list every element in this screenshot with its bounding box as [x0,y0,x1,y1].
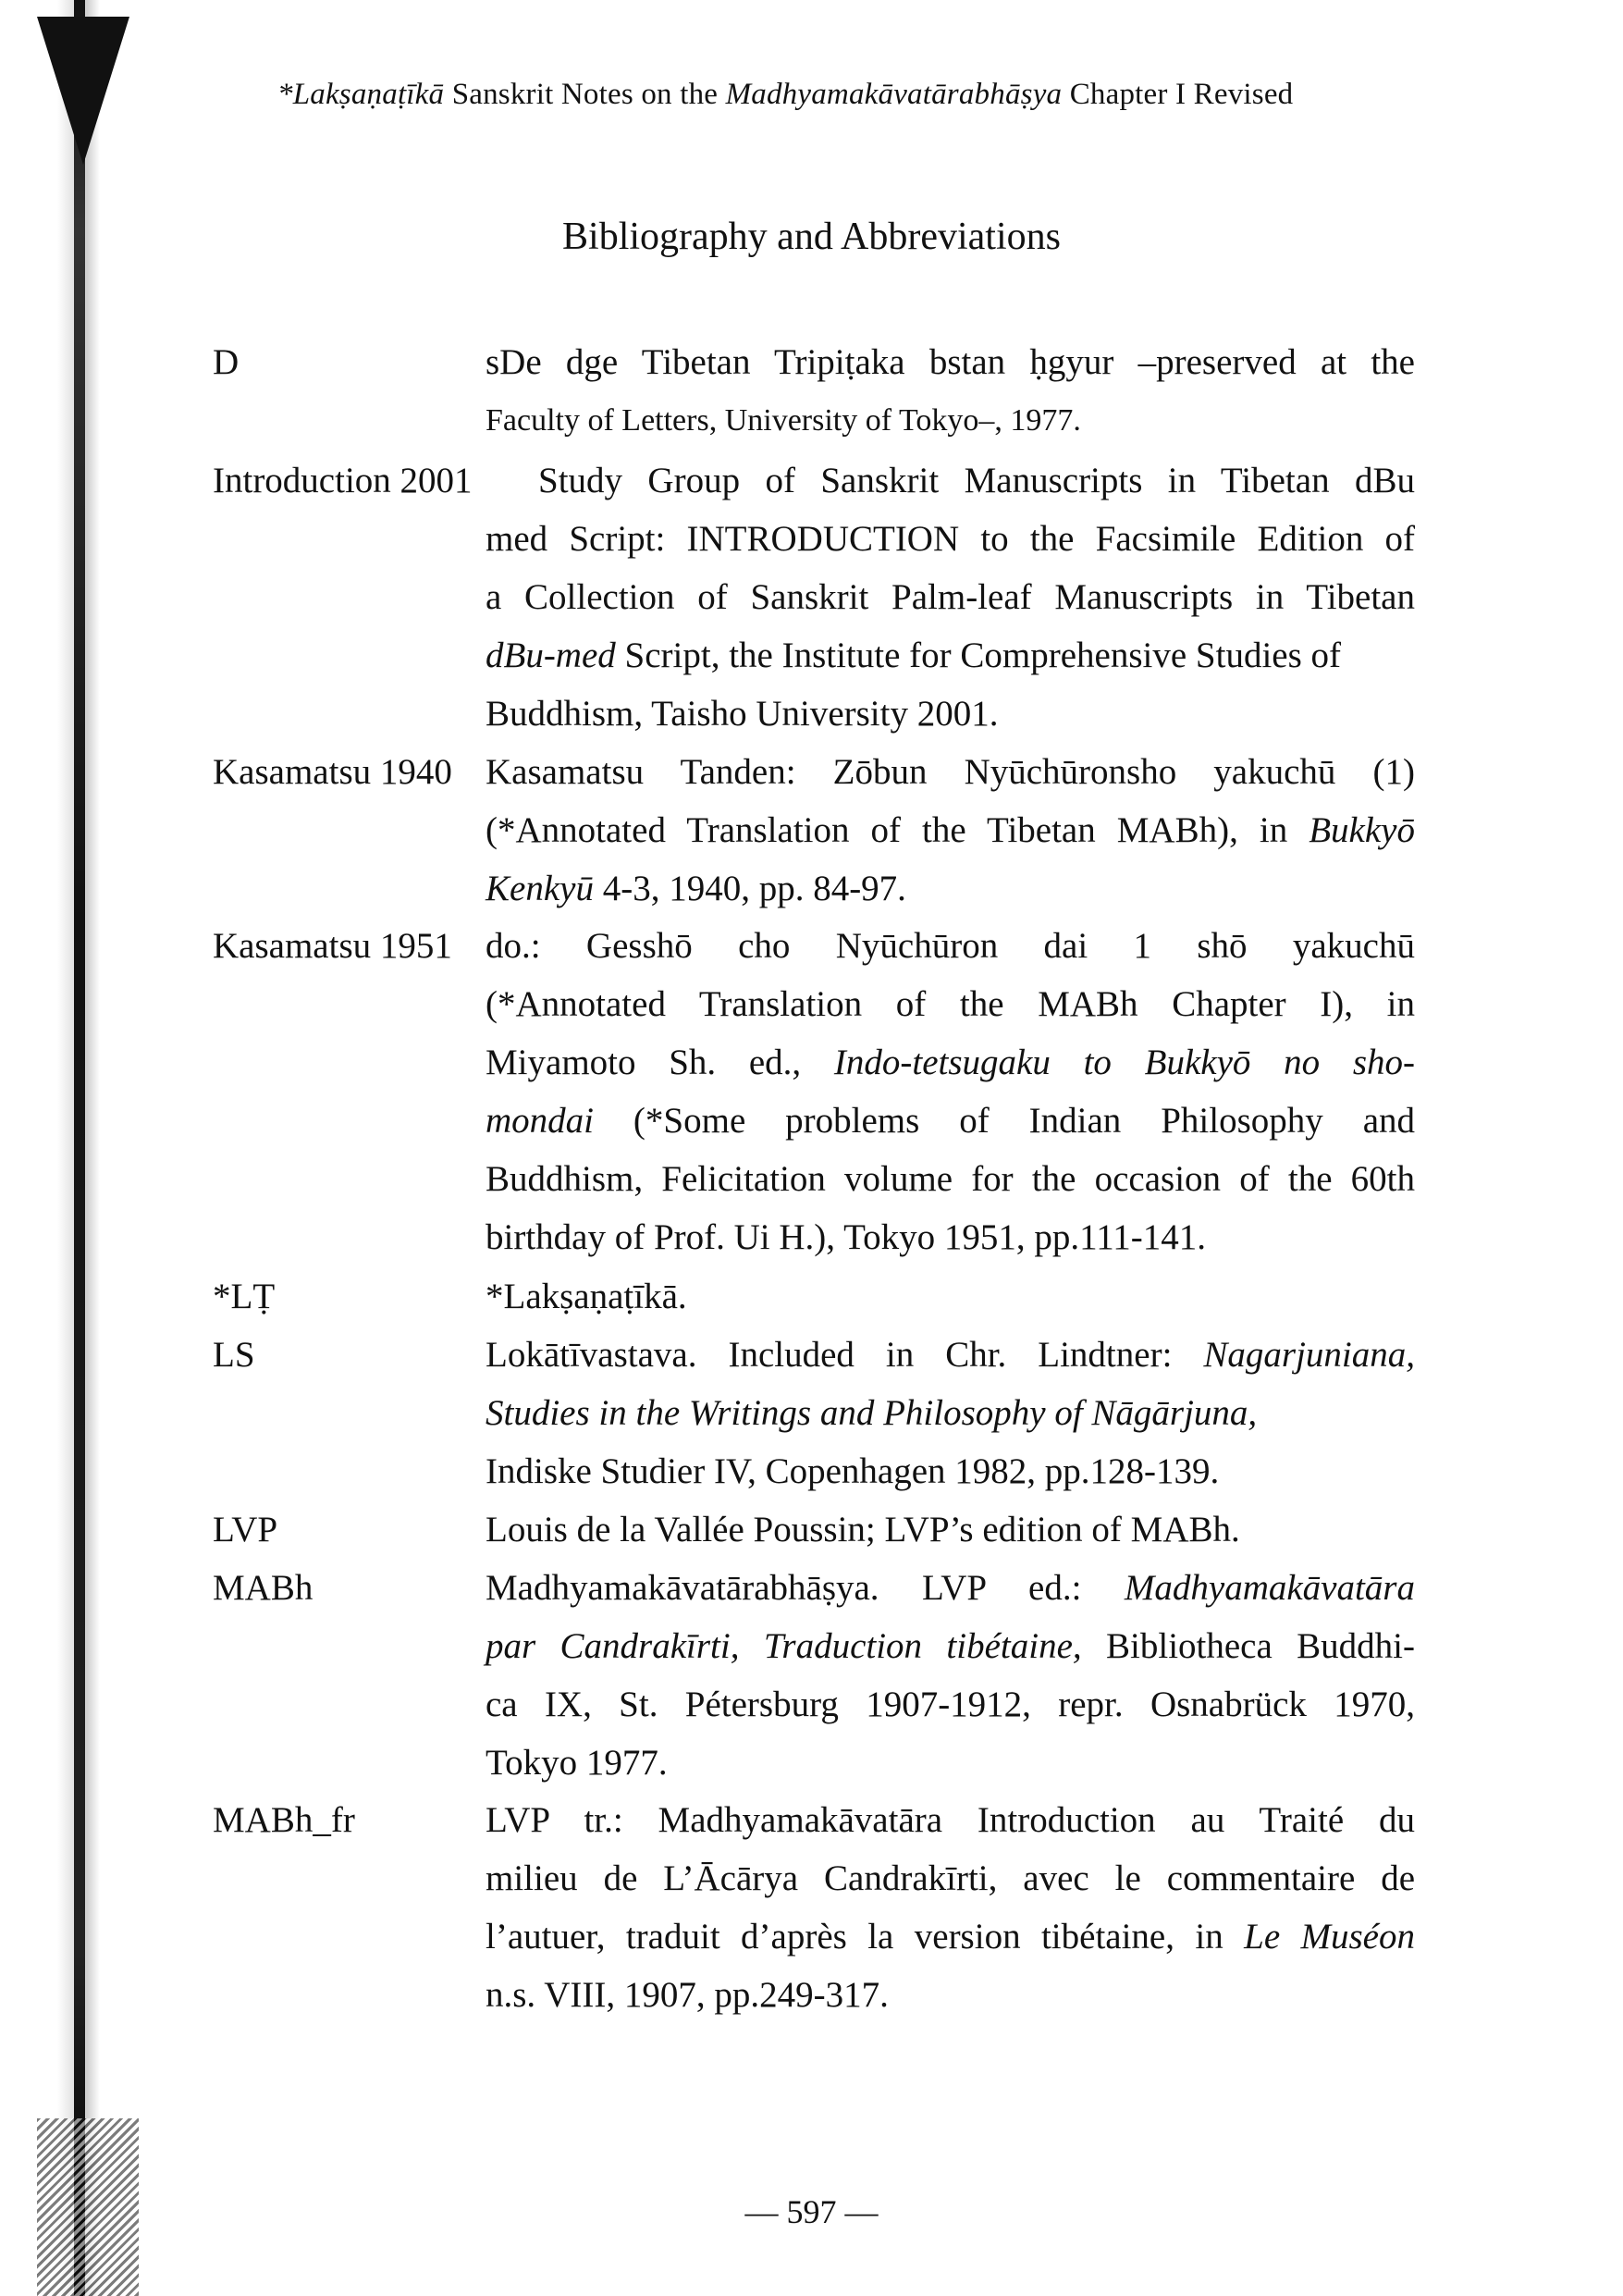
entry-line: milieu de L’Ācārya Candrakīrti, avec le commentaire de [486,1858,1415,1898]
entry-line: do.: Gesshō cho Nyūchūron dai 1 shō yakuchū [486,926,1415,966]
entry-line: Louis de la Vallée Poussin; LVP’s edition of MABh. [486,1510,1240,1549]
entry-line: Kasamatsu Tanden: Zōbun Nyūchūronsho yakuchū (1) [486,752,1415,792]
entry-description [486,1559,1415,1792]
entry-line: *Lakṣaṇaṭīkā. [486,1277,687,1316]
entry-line: a Collection of Sanskrit Palm-leaf Manuscripts in Tibetan [486,577,1415,617]
italic-term: Nagarjuniana, [1203,1335,1415,1375]
entry-line-text: Lokātīvastava. Included in Chr. Lindtner: [486,1335,1204,1375]
entry-line: sDe dge Tibetan Tripiṭaka bstan ḥgyur –preserved at the [486,342,1415,382]
entry-line: n.s. VIII, 1907, pp.249-317. [486,1975,889,2015]
entry-description [486,743,1415,918]
entry-line-text: Miyamoto Sh. ed., [486,1043,834,1082]
entry-line-text: Madhyamakāvatārabhāṣya. LVP ed.: [486,1568,1125,1608]
running-head-middle: Sanskrit Notes on the [451,78,719,111]
entry-line [486,1617,1415,1675]
entry-key: LVP [213,1510,278,1549]
entry-line: med Script: INTRODUCTION to the Facsimile Edition of [486,519,1415,559]
italic-term: par Candrakīrti, Traduction tibétaine, [486,1626,1082,1666]
entry-line-text: Bibliotheca Buddhi- [1081,1626,1415,1666]
entry-line-text: l’autuer, traduit d’après la version tibétaine, in [486,1917,1245,1957]
entry-line [486,1326,1415,1384]
entry-key: Kasamatsu 1951 [213,926,452,966]
entry-key: LS [213,1335,255,1375]
entry-line: Buddhism, Felicitation volume for the occasion of the 60th [486,1159,1415,1199]
entry-line: Buddhism, Taisho University 2001. [486,694,999,734]
entry-line: Faculty of Letters, University of Tokyo–, 1977. [486,403,1081,438]
italic-term: mondai [486,1101,594,1141]
entry-line [486,1092,1415,1150]
running-head-work: Madhyamakāvatārabhāṣya [725,78,1063,111]
italic-term: Studies in the Writings and Philosophy of Nāgārjuna, [486,1393,1258,1433]
running-head [277,78,1293,112]
entry-line [486,626,1415,685]
entry-key: Kasamatsu 1940 [213,752,452,792]
entry-key: D [213,342,240,382]
section-title: Bibliography and Abbreviations [562,216,1061,258]
entry-description [486,333,1415,450]
entry-line-text: Script, the Institute for Comprehensive Studies of [615,636,1342,675]
page-number: — 597 — [744,2193,879,2230]
running-head-title: *Lakṣaṇaṭīkā [277,78,445,111]
entry-description-cont [486,510,1415,743]
entry-line [486,1033,1415,1092]
entry-line: birthday of Prof. Ui H.), Tokyo 1951, pp.111-141. [486,1217,1207,1257]
spine-top-shadow [37,17,129,165]
entry-key: Introduction 2001 [213,461,473,500]
entry-description [486,1326,1415,1500]
entry-line [486,859,1415,918]
entry-line: (*Annotated Translation of the MABh Chapter I), in [486,984,1415,1024]
entry-line [486,1907,1415,1966]
entry-description [486,1267,1415,1326]
italic-term: Le Muséon [1244,1917,1415,1957]
entry-line-text: (*Some problems of Indian Philosophy and [594,1101,1415,1141]
entry-description [486,917,1415,1266]
running-head-tail: Chapter I Revised [1069,78,1294,111]
entry-line [486,801,1415,859]
entry-description [486,1500,1415,1559]
entry-line-text: 4-3, 1940, pp. 84-97. [593,869,906,908]
entry-line: Indiske Studier IV, Copenhagen 1982, pp.128-139. [486,1451,1220,1491]
italic-term: dBu-med [486,636,616,675]
page-spine-shadow [57,0,100,2296]
entry-description [486,1791,1415,2024]
entry-line [486,1384,1415,1442]
entry-line: Study Group of Sanskrit Manuscripts in Tibetan dBu [538,461,1415,500]
italic-term: Madhyamakāvatāra [1124,1568,1415,1608]
entry-line [486,1559,1415,1617]
entry-line: Tokyo 1977. [486,1743,668,1783]
entry-line-text: (*Annotated Translation of the Tibetan MABh), in [486,810,1309,850]
entry-key: *LṬ [213,1277,276,1316]
italic-term: Kenkyū [486,869,594,908]
entry-line: ca IX, St. Pétersburg 1907-1912, repr. Osnabrück 1970, [486,1685,1415,1724]
entry-key: MABh_fr [213,1800,355,1840]
italic-term: Indo-tetsugaku to Bukkyō no sho- [833,1043,1416,1082]
entry-key: MABh [213,1568,314,1608]
entry-description [538,451,1415,510]
italic-term: Bukkyō [1309,810,1415,850]
entry-line: LVP tr.: Madhyamakāvatāra Introduction au Traité du [486,1800,1415,1840]
